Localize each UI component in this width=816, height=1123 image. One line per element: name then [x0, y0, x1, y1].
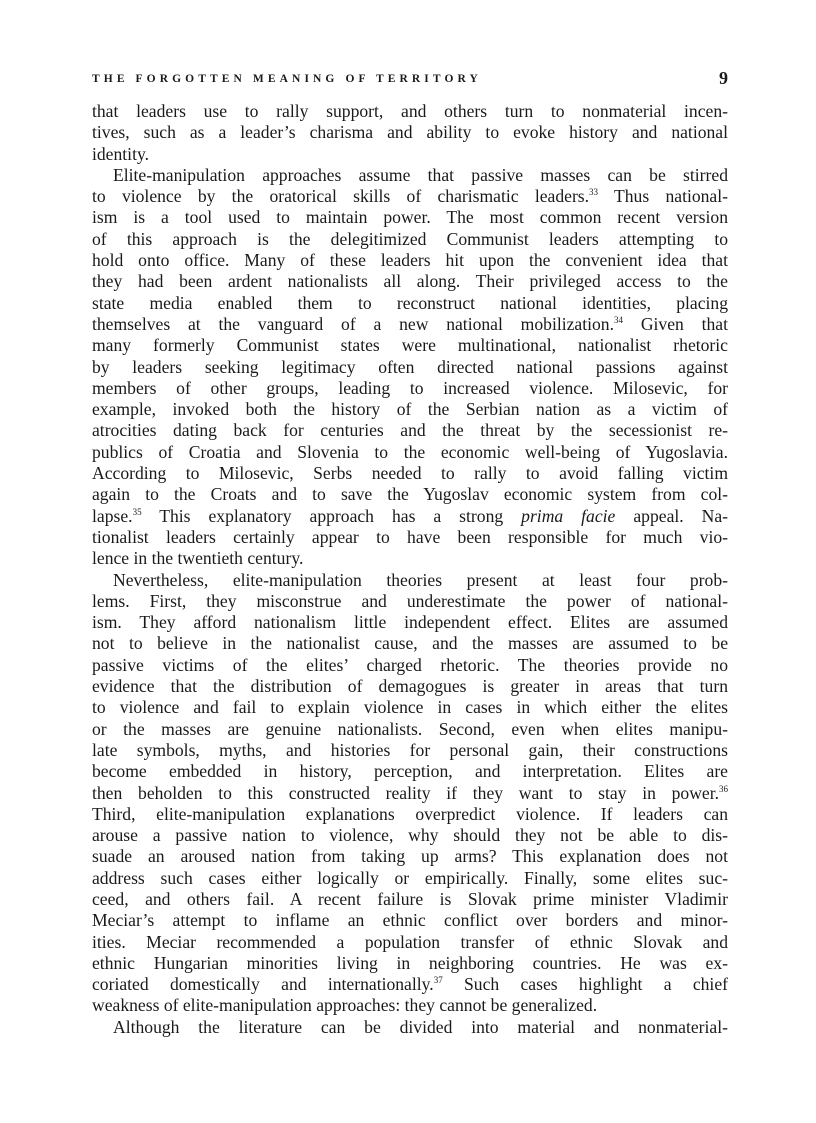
text-segment: tives, such as a leader’s charisma and ability to evoke history and national	[92, 122, 728, 143]
text-segment: of this approach is the delegitimized Communist leaders attempting to	[92, 228, 728, 249]
text-line	[92, 378, 728, 399]
text-segment: many formerly Communist states were multinational, nationalist rhetoric	[92, 335, 728, 356]
text-line	[92, 335, 728, 356]
text-segment: tionalist leaders certainly appear to have been responsible for much vio-	[92, 526, 728, 547]
text-segment: arouse a passive nation to violence, why should they not be able to dis-	[92, 825, 728, 846]
text-segment: ethnic Hungarian minorities living in neighboring countries. He was ex-	[92, 952, 728, 973]
text-line	[92, 974, 728, 995]
text-segment: Thus national-	[598, 186, 728, 207]
text-segment: themselves at the vanguard of a new national mobilization.	[92, 313, 615, 334]
text-line	[92, 804, 728, 825]
body-text	[92, 101, 728, 1038]
text-segment: identity.	[92, 143, 150, 164]
text-line	[92, 420, 728, 441]
text-segment: Although the literature can be divided into material and nonmaterial-	[113, 1016, 728, 1037]
text-line	[92, 271, 728, 292]
text-segment: According to Milosevic, Serbs needed to rally to avoid falling victim	[92, 463, 728, 484]
text-segment: address such cases either logically or empirically. Finally, some elites suc-	[92, 867, 728, 888]
text-line	[92, 591, 728, 612]
text-segment: suade an aroused nation from taking up arms? This explanation does not	[92, 846, 728, 867]
text-line	[92, 293, 728, 314]
text-line	[92, 122, 728, 143]
running-header	[92, 70, 728, 92]
text-segment: late symbols, myths, and histories for personal gain, their constructions	[92, 739, 728, 760]
text-segment: evidence that the distribution of demagogues is greater in areas that turn	[92, 676, 728, 697]
text-line	[92, 889, 728, 910]
text-line	[92, 570, 728, 591]
text-line	[92, 463, 728, 484]
text-segment: lems. First, they misconstrue and underestimate the power of national-	[92, 590, 728, 611]
footnote-marker: 36	[719, 783, 728, 794]
text-segment: Given that	[623, 313, 728, 334]
text-line	[92, 101, 728, 122]
text-segment: by leaders seeking legitimacy often directed national passions against	[92, 356, 728, 377]
text-line	[92, 314, 728, 335]
italic-text: prima facie	[521, 505, 616, 526]
text-segment: lapse.	[92, 505, 133, 526]
text-line	[92, 932, 728, 953]
text-segment: Meciar’s attempt to inflame an ethnic conflict over borders and minor-	[92, 910, 728, 931]
text-segment: become embedded in history, perception, and interpretation. Elites are	[92, 761, 728, 782]
text-segment: hold onto office. Many of these leaders hit upon the convenient idea that	[92, 250, 728, 271]
text-line	[92, 953, 728, 974]
text-line	[92, 1017, 728, 1038]
text-line	[92, 740, 728, 761]
text-line	[92, 910, 728, 931]
text-segment: they had been ardent nationalists all along. Their privileged access to the	[92, 271, 728, 292]
text-segment: weakness of elite-manipulation approaches: they cannot be generalized.	[92, 995, 598, 1016]
text-segment: Third, elite-manipulation explanations overpredict violence. If leaders can	[92, 803, 728, 824]
text-line	[92, 612, 728, 633]
text-segment: then beholden to this constructed reality if they want to stay in power.	[92, 782, 719, 803]
running-title: THE FORGOTTEN MEANING OF TERRITORY	[92, 73, 482, 85]
text-segment: lence in the twentieth century.	[92, 548, 304, 569]
text-line	[92, 846, 728, 867]
text-line	[92, 655, 728, 676]
text-segment: publics of Croatia and Slovenia to the economic well-being of Yugoslavia.	[92, 441, 728, 462]
text-line	[92, 165, 728, 186]
text-line	[92, 506, 728, 527]
text-segment: that leaders use to rally support, and others turn to nonmaterial incen-	[92, 101, 728, 121]
text-segment: This explanatory approach has a strong	[141, 505, 522, 526]
text-line	[92, 676, 728, 697]
text-line	[92, 995, 728, 1016]
text-segment: members of other groups, leading to increased violence. Milosevic, for	[92, 377, 728, 398]
text-segment: ceed, and others fail. A recent failure is Slovak prime minister Vladimir	[92, 888, 728, 909]
text-line	[92, 144, 728, 165]
text-line	[92, 229, 728, 250]
footnote-marker: 37	[433, 975, 443, 986]
text-line	[92, 761, 728, 782]
text-line	[92, 484, 728, 505]
text-line	[92, 697, 728, 718]
footnote-marker: 34	[614, 314, 624, 325]
text-line	[92, 399, 728, 420]
text-segment: passive victims of the elites’ charged rhetoric. The theories provide no	[92, 654, 728, 675]
text-line	[92, 783, 728, 804]
text-line	[92, 633, 728, 654]
text-segment: ism is a tool used to maintain power. The most common recent version	[92, 207, 728, 228]
text-segment: to violence and fail to explain violence in cases in which either the elites	[92, 697, 728, 718]
text-line	[92, 250, 728, 271]
text-segment: state media enabled them to reconstruct national identities, placing	[92, 292, 728, 313]
text-segment: ities. Meciar recommended a population transfer of ethnic Slovak and	[92, 931, 728, 952]
text-segment: ism. They afford nationalism little independent effect. Elites are assumed	[92, 612, 728, 633]
text-line	[92, 207, 728, 228]
text-line	[92, 186, 728, 207]
text-segment: appeal. Na-	[615, 505, 729, 526]
text-segment: again to the Croats and to save the Yugoslav economic system from col-	[92, 484, 728, 505]
text-segment: example, invoked both the history of the Serbian nation as a victim of	[92, 399, 728, 420]
text-line	[92, 527, 728, 548]
text-segment: coriated domestically and internationally.	[92, 974, 434, 995]
text-segment: or the masses are genuine nationalists. Second, even when elites manipu-	[92, 718, 728, 739]
text-line	[92, 442, 728, 463]
text-segment: Such cases highlight a chief	[442, 974, 728, 995]
text-segment: Elite-manipulation approaches assume that passive masses can be stirred	[113, 164, 728, 185]
text-line	[92, 825, 728, 846]
text-segment: to violence by the oratorical skills of charismatic leaders.	[92, 186, 590, 207]
footnote-marker: 33	[589, 187, 599, 198]
footnote-marker: 35	[132, 506, 142, 517]
text-line	[92, 868, 728, 889]
text-line	[92, 719, 728, 740]
page-number: 9	[719, 68, 728, 88]
text-line	[92, 548, 728, 569]
text-segment: atrocities dating back for centuries and the threat by the secessionist re-	[92, 420, 728, 441]
text-line	[92, 357, 728, 378]
text-segment: Nevertheless, elite-manipulation theories present at least four prob-	[113, 569, 728, 590]
text-segment: not to believe in the nationalist cause, and the masses are assumed to be	[92, 633, 728, 654]
